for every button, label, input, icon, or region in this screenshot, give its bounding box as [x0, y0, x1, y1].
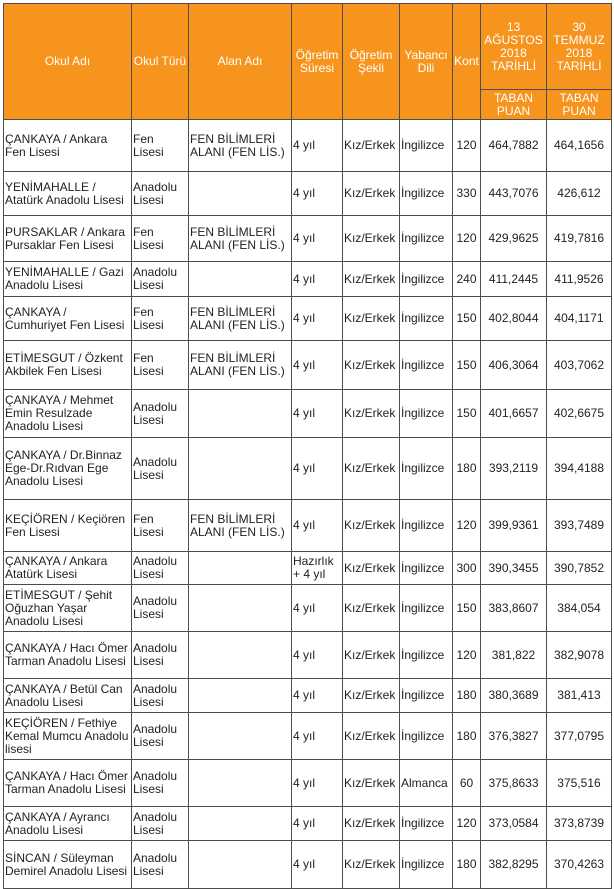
cell-yabanci-dili: İngilizce	[400, 713, 453, 760]
cell-kont: 330	[453, 172, 481, 216]
cell-taban-puan-13-agustos: 393,2119	[481, 438, 547, 500]
cell-taban-puan-13-agustos: 399,9361	[481, 500, 547, 552]
cell-okul-adi: KEÇİÖREN / Fethiye Kemal Mumcu Anadolu lisesi	[4, 713, 132, 760]
cell-taban-puan-30-temmuz: 404,1171	[547, 297, 612, 341]
cell-okul-adi: ÇANKAYA / Ankara Fen Lisesi	[4, 120, 132, 172]
table-row	[4, 341, 612, 390]
cell-taban-puan-13-agustos: 402,8044	[481, 297, 547, 341]
cell-alan-adi	[189, 552, 292, 585]
cell-alan-adi	[189, 841, 292, 889]
header-date-30-temmuz: 30 TEMMUZ 2018 TARİHLİ	[547, 4, 612, 90]
cell-taban-puan-13-agustos: 406,3064	[481, 341, 547, 390]
school-scores-table	[3, 3, 612, 889]
cell-ogretim-suresi: 4 yıl	[292, 438, 343, 500]
cell-alan-adi: FEN BİLİMLERİ ALANI (FEN LİS.)	[189, 120, 292, 172]
cell-taban-puan-30-temmuz: 393,7489	[547, 500, 612, 552]
cell-kont: 300	[453, 552, 481, 585]
cell-kont: 180	[453, 713, 481, 760]
cell-okul-turu: Anadolu Lisesi	[132, 172, 189, 216]
cell-ogretim-suresi: 4 yıl	[292, 713, 343, 760]
cell-yabanci-dili: İngilizce	[400, 262, 453, 297]
cell-okul-turu: Anadolu Lisesi	[132, 841, 189, 889]
cell-taban-puan-30-temmuz: 419,7816	[547, 216, 612, 262]
cell-yabanci-dili: İngilizce	[400, 585, 453, 632]
cell-ogretim-sekli: Kız/Erkek	[343, 841, 400, 889]
table-row	[4, 216, 612, 262]
cell-okul-adi: SİNCAN / Süleyman Demirel Anadolu Lisesi	[4, 841, 132, 889]
cell-taban-puan-13-agustos: 383,8607	[481, 585, 547, 632]
cell-alan-adi	[189, 172, 292, 216]
cell-alan-adi	[189, 632, 292, 679]
cell-okul-turu: Anadolu Lisesi	[132, 760, 189, 807]
cell-taban-puan-13-agustos: 401,6657	[481, 390, 547, 438]
cell-okul-adi: YENİMAHALLE / Gazi Anadolu Lisesi	[4, 262, 132, 297]
cell-okul-adi: YENİMAHALLE / Atatürk Anadolu Lisesi	[4, 172, 132, 216]
cell-okul-adi: ÇANKAYA / Ayrancı Anadolu Lisesi	[4, 807, 132, 841]
cell-taban-puan-13-agustos: 376,3827	[481, 713, 547, 760]
cell-taban-puan-30-temmuz: 375,516	[547, 760, 612, 807]
cell-ogretim-suresi: 4 yıl	[292, 172, 343, 216]
cell-ogretim-sekli: Kız/Erkek	[343, 216, 400, 262]
cell-okul-turu: Fen Lisesi	[132, 120, 189, 172]
cell-yabanci-dili: Almanca	[400, 760, 453, 807]
cell-yabanci-dili: İngilizce	[400, 172, 453, 216]
cell-okul-turu: Fen Lisesi	[132, 341, 189, 390]
cell-ogretim-sekli: Kız/Erkek	[343, 760, 400, 807]
cell-alan-adi	[189, 438, 292, 500]
cell-taban-puan-30-temmuz: 373,8739	[547, 807, 612, 841]
header-okul-adi: Okul Adı	[4, 4, 132, 120]
cell-yabanci-dili: İngilizce	[400, 632, 453, 679]
cell-taban-puan-30-temmuz: 403,7062	[547, 341, 612, 390]
header-kont: Kont	[453, 4, 481, 120]
cell-taban-puan-30-temmuz: 370,4263	[547, 841, 612, 889]
cell-ogretim-suresi: 4 yıl	[292, 760, 343, 807]
cell-kont: 150	[453, 297, 481, 341]
cell-taban-puan-30-temmuz: 464,1656	[547, 120, 612, 172]
cell-okul-turu: Fen Lisesi	[132, 297, 189, 341]
cell-taban-puan-13-agustos: 464,7882	[481, 120, 547, 172]
cell-alan-adi	[189, 585, 292, 632]
cell-okul-adi: ETİMESGUT / Özkent Akbilek Fen Lisesi	[4, 341, 132, 390]
cell-okul-turu: Anadolu Lisesi	[132, 390, 189, 438]
header-alan-adi: Alan Adı	[189, 4, 292, 120]
cell-okul-turu: Anadolu Lisesi	[132, 438, 189, 500]
cell-taban-puan-30-temmuz: 402,6675	[547, 390, 612, 438]
cell-taban-puan-13-agustos: 390,3455	[481, 552, 547, 585]
cell-kont: 60	[453, 760, 481, 807]
cell-okul-adi: ÇANKAYA / Hacı Ömer Tarman Anadolu Lisesi	[4, 632, 132, 679]
cell-ogretim-suresi: 4 yıl	[292, 807, 343, 841]
header-okul-turu: Okul Türü	[132, 4, 189, 120]
cell-ogretim-suresi: 4 yıl	[292, 120, 343, 172]
cell-taban-puan-13-agustos: 429,9625	[481, 216, 547, 262]
table-row	[4, 262, 612, 297]
cell-okul-turu: Anadolu Lisesi	[132, 807, 189, 841]
table-row	[4, 585, 612, 632]
cell-ogretim-sekli: Kız/Erkek	[343, 713, 400, 760]
cell-taban-puan-13-agustos: 381,822	[481, 632, 547, 679]
cell-ogretim-suresi: 4 yıl	[292, 632, 343, 679]
header-taban-puan-1: TABAN PUAN	[481, 90, 547, 120]
cell-alan-adi	[189, 390, 292, 438]
cell-okul-adi: ÇANKAYA / Ankara Atatürk Lisesi	[4, 552, 132, 585]
cell-yabanci-dili: İngilizce	[400, 841, 453, 889]
table-row	[4, 438, 612, 500]
cell-yabanci-dili: İngilizce	[400, 552, 453, 585]
cell-taban-puan-30-temmuz: 381,413	[547, 679, 612, 713]
cell-yabanci-dili: İngilizce	[400, 438, 453, 500]
table-row	[4, 841, 612, 889]
cell-ogretim-suresi: 4 yıl	[292, 679, 343, 713]
cell-okul-adi: KEÇİÖREN / Keçiören Fen Lisesi	[4, 500, 132, 552]
cell-okul-adi: ÇANKAYA / Betül Can Anadolu Lisesi	[4, 679, 132, 713]
cell-ogretim-sekli: Kız/Erkek	[343, 390, 400, 438]
table-wrapper	[3, 3, 612, 889]
cell-okul-turu: Anadolu Lisesi	[132, 585, 189, 632]
cell-kont: 120	[453, 500, 481, 552]
header-yabanci-dili: Yabancı Dili	[400, 4, 453, 120]
table-header	[4, 4, 612, 120]
cell-ogretim-suresi: 4 yıl	[292, 297, 343, 341]
header-date-13-agustos: 13 AĞUSTOS 2018 TARİHLİ	[481, 4, 547, 90]
cell-kont: 150	[453, 585, 481, 632]
cell-alan-adi	[189, 262, 292, 297]
cell-ogretim-sekli: Kız/Erkek	[343, 341, 400, 390]
cell-alan-adi	[189, 713, 292, 760]
table-row	[4, 713, 612, 760]
cell-taban-puan-13-agustos: 382,8295	[481, 841, 547, 889]
cell-taban-puan-13-agustos: 380,3689	[481, 679, 547, 713]
cell-ogretim-sekli: Kız/Erkek	[343, 438, 400, 500]
cell-okul-turu: Anadolu Lisesi	[132, 552, 189, 585]
cell-taban-puan-13-agustos: 411,2445	[481, 262, 547, 297]
cell-taban-puan-30-temmuz: 382,9078	[547, 632, 612, 679]
cell-ogretim-suresi: 4 yıl	[292, 390, 343, 438]
cell-ogretim-sekli: Kız/Erkek	[343, 500, 400, 552]
cell-ogretim-suresi: Hazırlık + 4 yıl	[292, 552, 343, 585]
table-row	[4, 760, 612, 807]
cell-okul-adi: ETİMESGUT / Şehit Oğuzhan Yaşar Anadolu Lisesi	[4, 585, 132, 632]
cell-alan-adi: FEN BİLİMLERİ ALANI (FEN LİS.)	[189, 297, 292, 341]
cell-ogretim-sekli: Kız/Erkek	[343, 552, 400, 585]
cell-okul-turu: Anadolu Lisesi	[132, 713, 189, 760]
cell-ogretim-suresi: 4 yıl	[292, 500, 343, 552]
cell-kont: 120	[453, 216, 481, 262]
cell-alan-adi: FEN BİLİMLERİ ALANI (FEN LİS.)	[189, 216, 292, 262]
cell-okul-adi: ÇANKAYA / Mehmet Emin Resulzade Anadolu Lisesi	[4, 390, 132, 438]
cell-okul-turu: Fen Lisesi	[132, 216, 189, 262]
table-row	[4, 172, 612, 216]
cell-yabanci-dili: İngilizce	[400, 120, 453, 172]
cell-yabanci-dili: İngilizce	[400, 297, 453, 341]
cell-kont: 240	[453, 262, 481, 297]
table-row	[4, 390, 612, 438]
cell-ogretim-suresi: 4 yıl	[292, 262, 343, 297]
cell-ogretim-sekli: Kız/Erkek	[343, 120, 400, 172]
cell-ogretim-sekli: Kız/Erkek	[343, 807, 400, 841]
cell-kont: 150	[453, 390, 481, 438]
cell-taban-puan-30-temmuz: 394,4188	[547, 438, 612, 500]
header-ogretim-sekli: Öğretim Şekli	[343, 4, 400, 120]
cell-taban-puan-30-temmuz: 377,0795	[547, 713, 612, 760]
cell-yabanci-dili: İngilizce	[400, 679, 453, 713]
cell-okul-adi: ÇANKAYA / Cumhuriyet Fen Lisesi	[4, 297, 132, 341]
table-row	[4, 679, 612, 713]
cell-ogretim-sekli: Kız/Erkek	[343, 262, 400, 297]
cell-kont: 180	[453, 438, 481, 500]
cell-taban-puan-30-temmuz: 426,612	[547, 172, 612, 216]
cell-ogretim-sekli: Kız/Erkek	[343, 585, 400, 632]
cell-ogretim-sekli: Kız/Erkek	[343, 679, 400, 713]
table-body	[4, 120, 612, 889]
cell-yabanci-dili: İngilizce	[400, 500, 453, 552]
cell-ogretim-sekli: Kız/Erkek	[343, 632, 400, 679]
cell-ogretim-sekli: Kız/Erkek	[343, 172, 400, 216]
cell-kont: 180	[453, 841, 481, 889]
cell-okul-adi: ÇANKAYA / Dr.Binnaz Ege-Dr.Rıdvan Ege Anadolu Lisesi	[4, 438, 132, 500]
cell-ogretim-sekli: Kız/Erkek	[343, 297, 400, 341]
cell-kont: 120	[453, 632, 481, 679]
cell-okul-turu: Anadolu Lisesi	[132, 679, 189, 713]
cell-alan-adi	[189, 807, 292, 841]
cell-taban-puan-13-agustos: 375,8633	[481, 760, 547, 807]
cell-taban-puan-30-temmuz: 411,9526	[547, 262, 612, 297]
cell-yabanci-dili: İngilizce	[400, 341, 453, 390]
cell-taban-puan-30-temmuz: 390,7852	[547, 552, 612, 585]
header-taban-puan-2: TABAN PUAN	[547, 90, 612, 120]
cell-taban-puan-13-agustos: 443,7076	[481, 172, 547, 216]
cell-alan-adi: FEN BİLİMLERİ ALANI (FEN LİS.)	[189, 341, 292, 390]
cell-okul-adi: ÇANKAYA / Hacı Ömer Tarman Anadolu Lisesi	[4, 760, 132, 807]
table-row	[4, 807, 612, 841]
cell-ogretim-suresi: 4 yıl	[292, 585, 343, 632]
cell-alan-adi	[189, 679, 292, 713]
cell-kont: 120	[453, 807, 481, 841]
cell-ogretim-suresi: 4 yıl	[292, 341, 343, 390]
cell-taban-puan-13-agustos: 373,0584	[481, 807, 547, 841]
cell-okul-adi: PURSAKLAR / Ankara Pursaklar Fen Lisesi	[4, 216, 132, 262]
cell-okul-turu: Anadolu Lisesi	[132, 632, 189, 679]
cell-okul-turu: Anadolu Lisesi	[132, 262, 189, 297]
cell-ogretim-suresi: 4 yıl	[292, 216, 343, 262]
table-row	[4, 500, 612, 552]
cell-yabanci-dili: İngilizce	[400, 390, 453, 438]
cell-alan-adi: FEN BİLİMLERİ ALANI (FEN LİS.)	[189, 500, 292, 552]
cell-kont: 120	[453, 120, 481, 172]
cell-kont: 180	[453, 679, 481, 713]
header-ogretim-suresi: Öğretim Süresi	[292, 4, 343, 120]
table-row	[4, 552, 612, 585]
cell-alan-adi	[189, 760, 292, 807]
cell-ogretim-suresi: 4 yıl	[292, 841, 343, 889]
cell-yabanci-dili: İngilizce	[400, 216, 453, 262]
table-row	[4, 297, 612, 341]
table-row	[4, 632, 612, 679]
cell-kont: 150	[453, 341, 481, 390]
cell-taban-puan-30-temmuz: 384,054	[547, 585, 612, 632]
cell-yabanci-dili: İngilizce	[400, 807, 453, 841]
cell-okul-turu: Fen Lisesi	[132, 500, 189, 552]
table-row	[4, 120, 612, 172]
